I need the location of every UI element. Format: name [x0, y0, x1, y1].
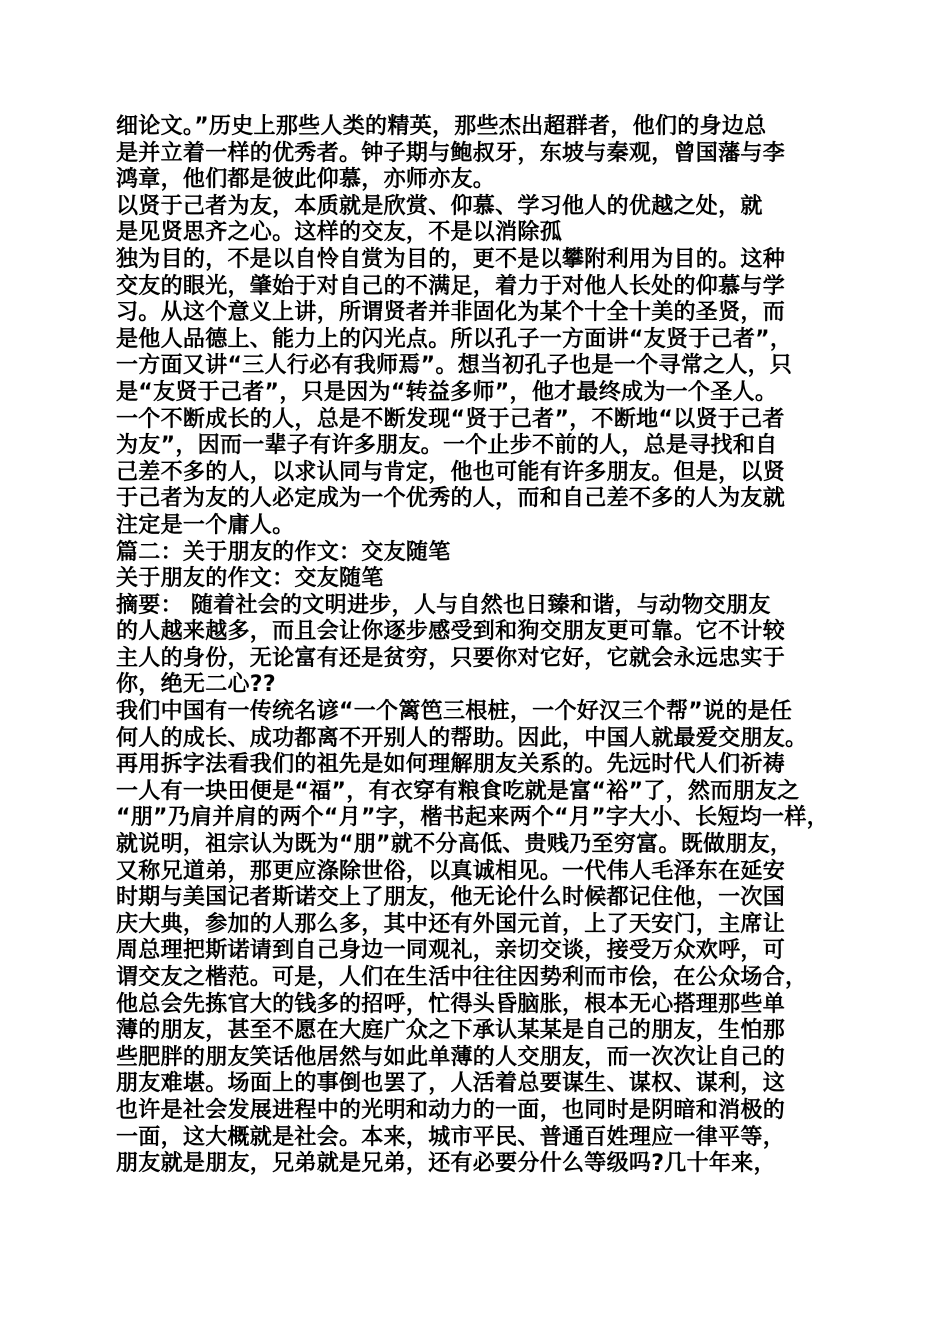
- text-line: “朋”乃肩并肩的两个“月”字，楷书起来两个“月”字大小、长短均一样，: [116, 805, 829, 831]
- text-line: 一人有一块田便是“福”，有衣穿有粮食吃就是富“裕”了，然而朋友之: [116, 778, 800, 804]
- text-line: 再用拆字法看我们的祖先是如何理解朋友关系的。先远时代人们祈祷: [116, 752, 786, 778]
- text-line: 薄的朋友，甚至不愿在大庭广众之下承认某某是自己的朋友，生怕那: [116, 1018, 786, 1044]
- text-line: 谓交友之楷范。可是，人们在生活中往往因势利而市侩，在公众场合，: [116, 965, 808, 990]
- text-line: 是他人品德上、能力上的闪光点。所以孔子一方面讲“友贤于己者”，: [116, 326, 793, 352]
- text-line: 是见贤思齐之心。这样的交友，不是以消除孤: [116, 220, 563, 246]
- text-line: 己差不多的人，以求认同与肯定，他也可能有许多朋友。但是，以贤: [116, 459, 786, 485]
- text-line: 一面，这大概就是社会。本来，城市平民、普通百姓理应一律平等，: [116, 1124, 786, 1150]
- abstract-line: 摘要： 随着社会的文明进步，人与自然也日臻和谐，与动物交朋友: [116, 592, 771, 618]
- text-line: 以贤于己者为友，本质就是欣赏、仰慕、学习他人的优越之处，就: [116, 193, 763, 219]
- text-line: 庆大典，参加的人那么多，其中还有外国元首，上了天安门，主席让: [116, 911, 786, 937]
- text-line: 的人越来越多，而且会让你逐步感受到和狗交朋友更可靠。它不计较: [116, 619, 786, 645]
- text-line: 些肥胖的朋友笑话他居然与如此单薄的人交朋友，而一次次让自己的: [116, 1044, 786, 1070]
- text-line: 交友的眼光，肇始于对自己的不满足，着力于对他人长处的仰慕与学: [116, 273, 786, 299]
- text-line: 他总会先拣官大的钱多的招呼，忙得头昏脑胀，根本无心搭理那些单: [116, 991, 786, 1017]
- section-heading: 篇二：关于朋友的作文：交友随笔: [116, 539, 451, 565]
- text-line: 是“友贤于己者”，只是因为“转益多师”，他才最终成为一个圣人。: [116, 379, 778, 405]
- text-line: 我们中国有一传统名谚“一个篱笆三根桩，一个好汉三个帮”说的是任: [116, 699, 793, 725]
- text-line: 于己者为友的人必定成为一个优秀的人，而和自己差不多的人为友就: [116, 486, 786, 512]
- text-line: 细论文。”历史上那些人类的精英，那些杰出超群者，他们的身边总: [116, 114, 767, 139]
- article-title: 关于朋友的作文：交友随笔: [116, 566, 384, 592]
- text-line: 又称兄道弟，那更应涤除世俗，以真诚相见。一代伟人毛泽东在延安: [116, 858, 786, 884]
- text-line: 是并立着一样的优秀者。钟子期与鲍叔牙，东坡与秦观，曾国藩与李: [116, 140, 786, 166]
- document-page: [116, 114, 848, 1178]
- text-line: 一方面又讲“三人行必有我师焉”。想当初孔子也是一个寻常之人，只: [116, 353, 793, 379]
- text-line: 周总理把斯诺请到自己身边一同观礼，亲切交谈，接受万众欢呼，可: [116, 938, 786, 964]
- text-line: 习。从这个意义上讲，所谓贤者并非固化为某个十全十美的圣贤，而: [116, 300, 786, 326]
- text-line: 主人的身份，无论富有还是贫穷，只要你对它好，它就会永远忠实于: [116, 645, 786, 671]
- text-line: 为友”，因而一辈子有许多朋友。一个止步不前的人，总是寻找和自: [116, 433, 778, 459]
- text-line: 注定是一个庸人。: [116, 512, 295, 538]
- text-line: 时期与美国记者斯诺交上了朋友，他无论什么时候都记住他，一次国: [116, 885, 786, 911]
- text-line: 你，绝无二心??: [116, 672, 276, 698]
- text-line: 就说明，祖宗认为既为“朋”就不分高低、贵贱乃至穷富。既做朋友，: [116, 832, 793, 858]
- text-line: 也许是社会发展进程中的光明和动力的一面，也同时是阴暗和消极的: [116, 1097, 786, 1123]
- text-line: 朋友难堪。场面上的事倒也罢了，人活着总要谋生、谋权、谋利，这: [116, 1071, 786, 1097]
- text-line: 鸿章，他们都是彼此仰慕，亦师亦友。: [116, 167, 496, 193]
- text-line: 朋友就是朋友，兄弟就是兄弟，还有必要分什么等级吗?几十年来，: [116, 1151, 776, 1177]
- text-line: 独为目的，不是以自怜自赏为目的，更不是以攀附利用为目的。这种: [116, 246, 786, 272]
- text-line: 何人的成长、成功都离不开别人的帮助。因此，中国人就最爱交朋友。: [116, 725, 808, 751]
- text-line: 一个不断成长的人，总是不断发现“贤于己者”，不断地“以贤于己者: [116, 406, 785, 432]
